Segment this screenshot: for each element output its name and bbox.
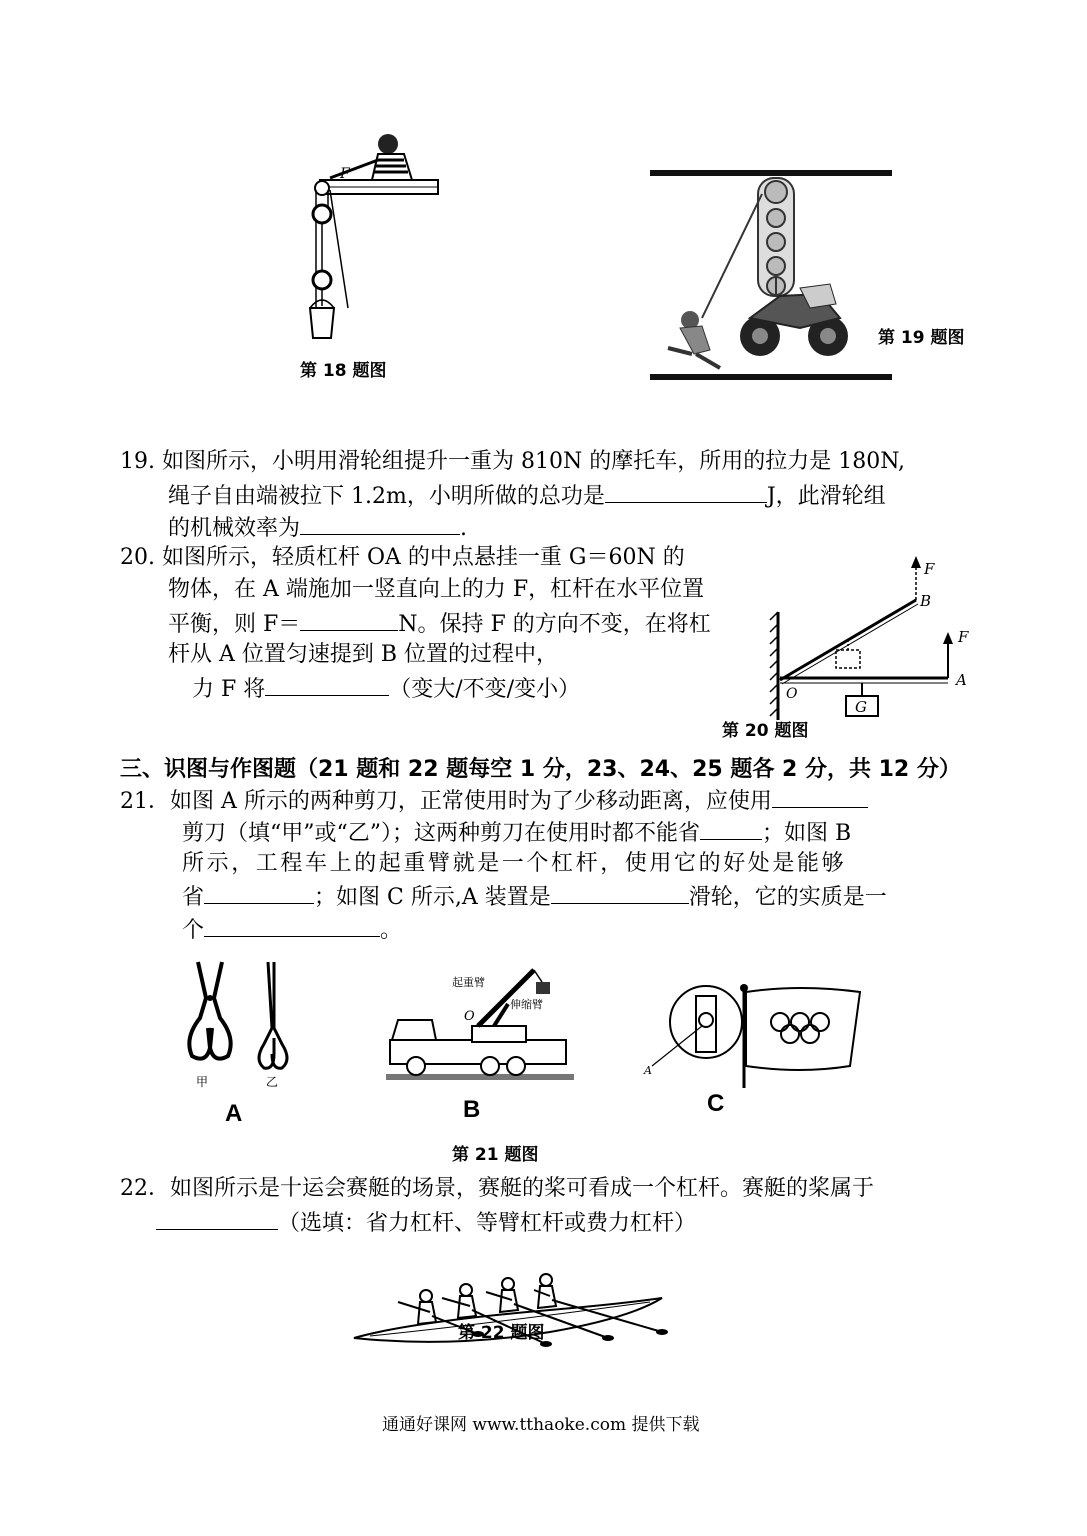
- figure-21-a-scissors: [178, 958, 298, 1088]
- label-A: A: [956, 671, 967, 689]
- q22-line2: [156, 1207, 696, 1239]
- figure-19: [650, 168, 895, 386]
- label-G: G: [855, 698, 867, 716]
- label-telescopic: 伸缩臂: [510, 998, 543, 1011]
- label-boom: 起重臂: [452, 976, 485, 989]
- q22-answer-lever-type[interactable]: [156, 1207, 278, 1230]
- q19-line1: 19. 如图所示，小明用滑轮组提升一重为 810N 的摩托车，所用的拉力是 180N,: [120, 449, 906, 474]
- q21-line2-text-b: ；如图 B: [762, 821, 852, 846]
- q21-answer-save[interactable]: [204, 881, 314, 904]
- q21-answer-scissors[interactable]: [772, 785, 868, 808]
- q21-line4-text-b: ；如图 C 所示,A 装置是: [314, 885, 551, 910]
- q19-answer-total-work[interactable]: [605, 480, 767, 503]
- fig21-caption: 第 21 题图: [452, 1145, 539, 1165]
- q20-line4: 杆从 A 位置匀速提到 B 位置的过程中，: [168, 642, 559, 667]
- fig22-caption: 第 22 题图: [458, 1323, 545, 1343]
- label-jia: 甲: [196, 1075, 209, 1089]
- label-A-device: A: [644, 1064, 652, 1077]
- q19-line2-text-a: 绳子自由端被拉下 1.2m，小明所做的总功是: [168, 484, 605, 509]
- label-F: F: [340, 166, 350, 182]
- fig21-label-A: A: [225, 1100, 243, 1127]
- fig20-caption: 第 20 题图: [722, 721, 809, 741]
- label-O: O: [786, 686, 798, 702]
- label-F-top: F: [924, 560, 935, 578]
- q19-answer-efficiency[interactable]: [300, 512, 460, 535]
- q20-line5-text-b: （变大/不变/变小）: [389, 677, 581, 702]
- q20-line2: 物体，在 A 端施加一竖直向上的力 F，杠杆在水平位置: [168, 577, 705, 602]
- figure-21-b-crane: [386, 958, 576, 1083]
- q21-line2-text-a: 剪刀（填“甲”或“乙”）；这两种剪刀在使用时都不能省: [182, 821, 700, 846]
- figure-18: [300, 130, 440, 345]
- q19-line3: [168, 512, 467, 544]
- q20-answer-force[interactable]: [300, 608, 398, 631]
- section-3-heading: 三、识图与作图题（21 题和 22 题每空 1 分，23、24、25 题各 2 分，共 12 分）: [120, 757, 961, 782]
- q21-line5: [182, 914, 402, 946]
- fig19-caption: 第 19 题图: [878, 328, 965, 348]
- q21-answer-pulley-type[interactable]: [551, 881, 689, 904]
- q21-line1: [120, 785, 868, 817]
- q21-line4: [182, 881, 887, 913]
- q19-line3-text-a: 的机械效率为: [168, 516, 301, 541]
- label-B: B: [920, 592, 932, 610]
- figure-20: [766, 552, 976, 722]
- q21-answer-cannot-save[interactable]: [700, 817, 762, 840]
- q19-line2: [168, 480, 886, 512]
- q22-line1: 22．如图所示是十运会赛艇的场景，赛艇的桨可看成一个杠杆。赛艇的桨属于: [120, 1176, 874, 1201]
- q21-line5-text-a: 个: [182, 918, 205, 943]
- q21-line4-text-a: 省: [182, 885, 205, 910]
- fig21-label-C: C: [707, 1090, 725, 1117]
- figure-21-c-flag: [640, 982, 865, 1092]
- q21-line2: [182, 817, 851, 849]
- q20-line5: [192, 673, 580, 705]
- label-O-crane: O: [464, 1009, 475, 1024]
- q21-line4-text-c: 滑轮，它的实质是一: [688, 885, 887, 910]
- q20-line1: 20. 如图所示，轻质杠杆 OA 的中点悬挂一重 G＝60N 的: [120, 545, 685, 570]
- q19-line3-text-b: .: [460, 516, 468, 541]
- q21-answer-essence[interactable]: [204, 914, 380, 937]
- q20-line3-text-a: 平衡，则 F＝: [168, 612, 301, 637]
- q20-line3: [168, 608, 711, 640]
- label-F-right: F: [958, 628, 969, 646]
- q21-line5-text-b: 。: [380, 918, 403, 943]
- q22-line2-text: （选填：省力杠杆、等臂杠杆或费力杠杆）: [278, 1211, 697, 1236]
- q19-line2-text-b: J，此滑轮组: [766, 484, 886, 509]
- q20-line5-text-a: 力 F 将: [192, 677, 266, 702]
- fig21-label-B: B: [463, 1096, 481, 1123]
- label-yi: 乙: [266, 1075, 279, 1089]
- q21-line3: 所示，工程车上的起重臂就是一个杠杆，使用它的好处是能够: [182, 851, 847, 876]
- fig18-caption: 第 18 题图: [300, 361, 387, 381]
- q21-line1-text: 21．如图 A 所示的两种剪刀，正常使用时为了少移动距离，应使用: [120, 789, 772, 814]
- q20-answer-change[interactable]: [265, 673, 389, 696]
- q20-line3-text-b: N。保持 F 的方向不变，在将杠: [398, 612, 711, 637]
- page-footer: 通通好课网 www.tthaoke.com 提供下载: [382, 1415, 700, 1435]
